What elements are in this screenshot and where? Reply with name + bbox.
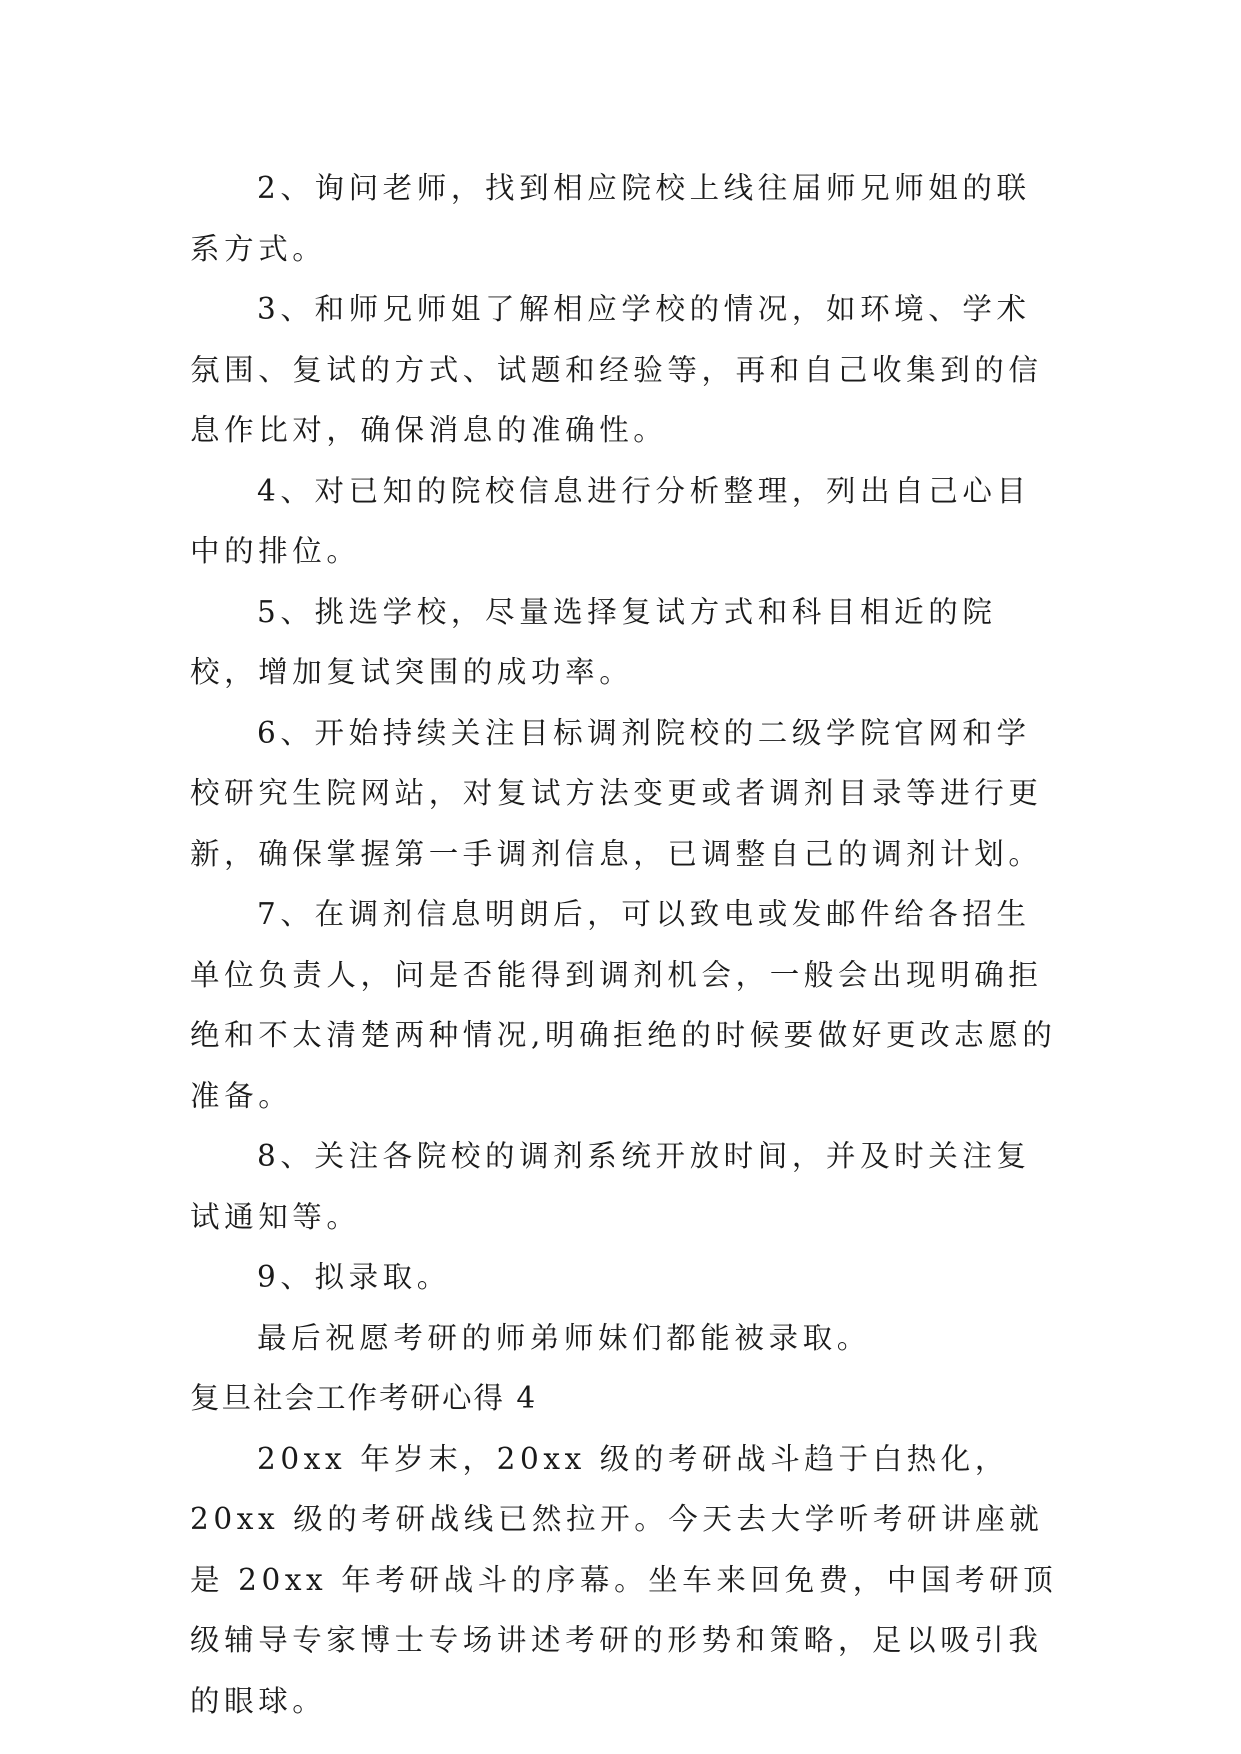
paragraph-step-6: 6、开始持续关注目标调剂院校的二级学院官网和学校研究生院网站，对复试方法变更或者调剂目录等进行更新，确保掌握第一手调剂信息，已调整自己的调剂计划。 [190, 715, 1043, 871]
document-body [190, 158, 1062, 1731]
paragraph-step-5: 5、挑选学校，尽量选择复试方式和科目相近的院校，增加复试突围的成功率。 [190, 594, 997, 689]
paragraph-step-8: 8、关注各院校的调剂系统开放时间，并及时关注复试通知等。 [190, 1139, 1031, 1234]
section-heading: 复旦社会工作考研心得 4 [190, 1381, 538, 1415]
paragraph-step-9: 9、拟录取。 [257, 1260, 451, 1294]
paragraph-step-3: 3、和师兄师姐了解相应学校的情况，如环境、学术氛围、复试的方式、试题和经验等，再和自己收集到的信息作比对，确保消息的准确性。 [190, 292, 1043, 447]
paragraph-step-4: 4、对已知的院校信息进行分析整理，列出自己心目中的排位。 [190, 473, 1031, 568]
paragraph-step-7: 7、在调剂信息明朗后，可以致电或发邮件给各招生单位负责人，问是否能得到调剂机会，一般会出现明确拒绝和不太清楚两种情况,明确拒绝的时候要做好更改志愿的准备。 [190, 897, 1057, 1113]
paragraph-intro: 20xx 年岁末，20xx 级的考研战斗趋于白热化，20xx 级的考研战线已然拉开。今天去大学听考研讲座就是 20xx 年考研战斗的序幕。坐车来回免费，中国考研顶级辅导专家博士专场讲述考研的形势和策略，足以吸引我的眼球。 [190, 1441, 1058, 1718]
paragraph-step-2: 2、询问老师，找到相应院校上线往届师兄师姐的联系方式。 [190, 171, 1031, 266]
paragraph-closing-wish: 最后祝愿考研的师弟师妹们都能被录取。 [257, 1320, 871, 1355]
